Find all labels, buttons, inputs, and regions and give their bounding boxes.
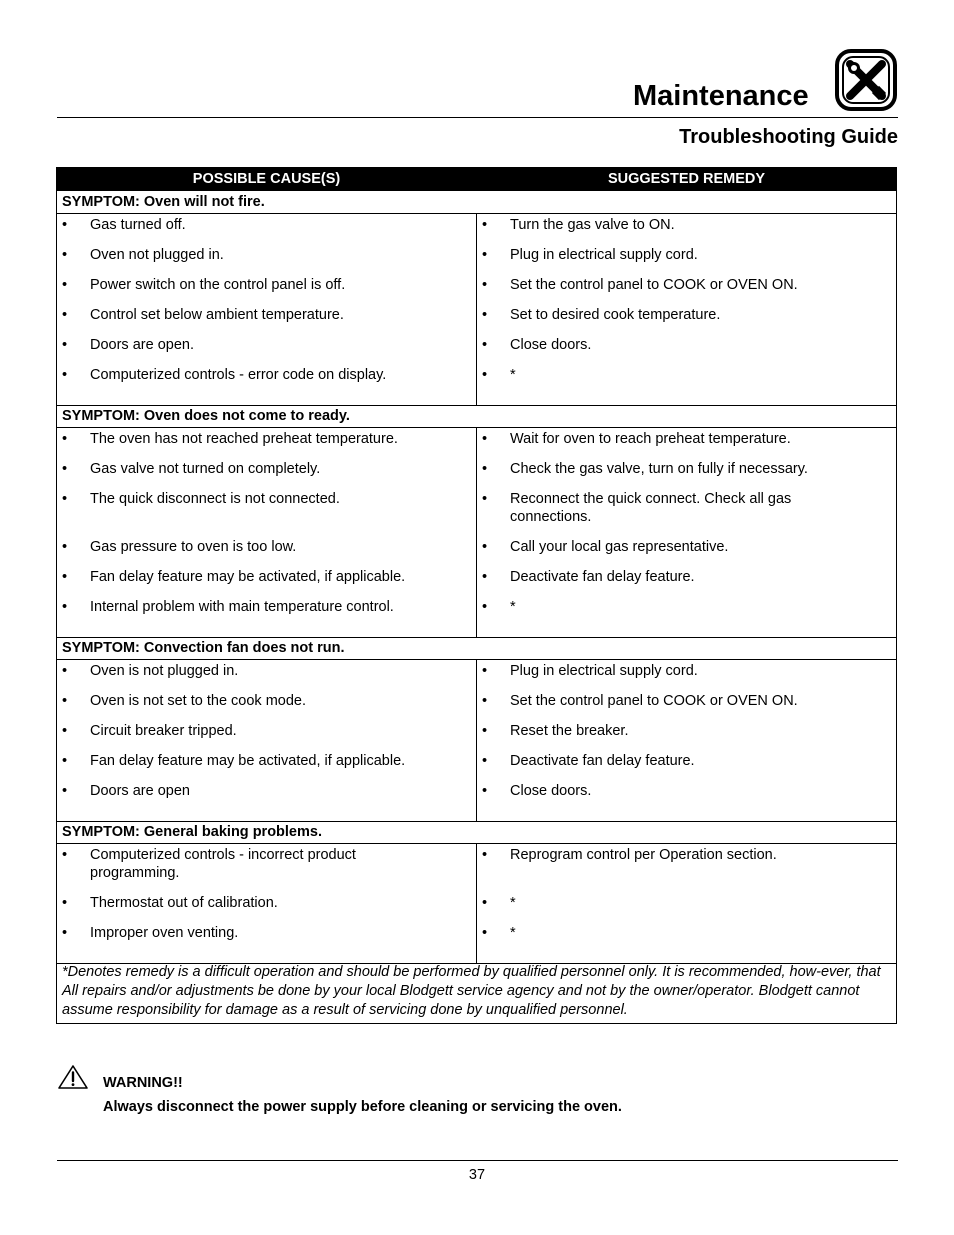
bullet: • xyxy=(482,217,488,233)
bullet: • xyxy=(62,783,68,799)
page-title: Maintenance xyxy=(633,80,809,112)
remedy-item-text: Reset the breaker. xyxy=(510,723,629,739)
cause-item-text: Oven is not set to the cook mode. xyxy=(90,693,307,709)
bullet: • xyxy=(62,723,68,739)
column-divider xyxy=(476,214,477,405)
column-divider xyxy=(476,844,477,963)
bullet: • xyxy=(62,569,68,585)
page-number: 37 xyxy=(468,1167,486,1183)
bullet: • xyxy=(62,663,68,679)
remedy-item-text: * xyxy=(510,895,516,911)
bullet: • xyxy=(62,431,68,447)
bullet: • xyxy=(62,925,68,941)
cause-item-text: Fan delay feature may be activated, if applicable. xyxy=(90,753,406,769)
warning-triangle-icon xyxy=(57,1064,89,1090)
bullet: • xyxy=(482,753,488,769)
cause-item-text: Circuit breaker tripped. xyxy=(90,723,237,739)
remedy-item-text: Set to desired cook temperature. xyxy=(510,307,721,323)
bullet: • xyxy=(482,307,488,323)
column-header-remedy: SUGGESTED REMEDY xyxy=(607,171,766,187)
bullet: • xyxy=(62,753,68,769)
bullet: • xyxy=(482,569,488,585)
cause-item-text: The quick disconnect is not connected. xyxy=(90,491,340,507)
column-divider xyxy=(476,428,477,637)
bullet: • xyxy=(62,307,68,323)
bullet: • xyxy=(482,783,488,799)
symptom-heading: SYMPTOM: General baking problems. xyxy=(57,821,896,844)
bullet: • xyxy=(62,599,68,615)
remedy-item-text: Wait for oven to reach preheat temperature. xyxy=(510,431,791,447)
bullet: • xyxy=(62,461,68,477)
bullet: • xyxy=(62,693,68,709)
cause-item-text: Gas pressure to oven is too low. xyxy=(90,539,297,555)
column-header-causes: POSSIBLE CAUSE(S) xyxy=(192,171,341,187)
remedy-item-text: Turn the gas valve to ON. xyxy=(510,217,675,233)
bullet: • xyxy=(482,539,488,555)
remedy-item-text: Reprogram control per Operation section. xyxy=(510,847,777,863)
wrench-screwdriver-icon xyxy=(834,48,898,112)
bullet: • xyxy=(62,217,68,233)
bullet: • xyxy=(62,367,68,383)
bullet: • xyxy=(482,491,488,507)
bullet: • xyxy=(482,337,488,353)
bullet: • xyxy=(482,277,488,293)
remedy-item-text: Deactivate fan delay feature. xyxy=(510,569,695,585)
bullet: • xyxy=(482,247,488,263)
symptom-heading: SYMPTOM: Oven will not fire. xyxy=(57,191,896,214)
warning-title: WARNING!! xyxy=(103,1075,183,1091)
bullet: • xyxy=(62,337,68,353)
bullet: • xyxy=(482,693,488,709)
remedy-item-text: Plug in electrical supply cord. xyxy=(510,663,698,679)
cause-item-text: Power switch on the control panel is off. xyxy=(90,277,346,293)
bullet: • xyxy=(62,895,68,911)
remedy-item-text: Call your local gas representative. xyxy=(510,539,729,555)
remedy-item-text: Set the control panel to COOK or OVEN ON. xyxy=(510,277,798,293)
troubleshooting-table xyxy=(56,167,897,1024)
cause-item-text: Internal problem with main temperature control. xyxy=(90,599,394,615)
symptom-heading: SYMPTOM: Convection fan does not run. xyxy=(57,637,896,660)
remedy-item-text: Check the gas valve, turn on fully if necessary. xyxy=(510,461,808,477)
cause-item-text: Doors are open xyxy=(90,783,190,799)
bullet: • xyxy=(482,663,488,679)
bullet: • xyxy=(482,895,488,911)
remedy-item-text: Close doors. xyxy=(510,337,592,353)
bullet: • xyxy=(62,847,68,863)
table-header xyxy=(57,168,896,191)
page-subtitle: Troubleshooting Guide xyxy=(679,126,898,148)
header-divider xyxy=(57,117,898,118)
bullet: • xyxy=(482,461,488,477)
remedy-item-text: Plug in electrical supply cord. xyxy=(510,247,698,263)
bullet: • xyxy=(62,539,68,555)
bullet: • xyxy=(482,925,488,941)
remedy-item-text: * xyxy=(510,367,516,383)
cause-item-text: Control set below ambient temperature. xyxy=(90,307,344,323)
symptom-heading: SYMPTOM: Oven does not come to ready. xyxy=(57,405,896,428)
bullet: • xyxy=(482,847,488,863)
cause-item-text: Oven is not plugged in. xyxy=(90,663,239,679)
cause-item-text: Improper oven venting. xyxy=(90,925,239,941)
cause-item-text: Doors are open. xyxy=(90,337,194,353)
cause-item-text: Gas turned off. xyxy=(90,217,186,233)
cause-item-text: Computerized controls - error code on display. xyxy=(90,367,387,383)
cause-item-text: Computerized controls - incorrect product programming. xyxy=(90,847,356,881)
cause-item-text: Gas valve not turned on completely. xyxy=(90,461,321,477)
cause-item-text: The oven has not reached preheat temperature. xyxy=(90,431,398,447)
remedy-item-text: Close doors. xyxy=(510,783,592,799)
bullet: • xyxy=(62,247,68,263)
warning-text: Always disconnect the power supply before cleaning or servicing the oven. xyxy=(103,1099,622,1115)
remedy-item-text: Deactivate fan delay feature. xyxy=(510,753,695,769)
remedy-item-text: Reconnect the quick connect. Check all gas connections. xyxy=(510,491,792,525)
cause-item-text: Fan delay feature may be activated, if applicable. xyxy=(90,569,406,585)
remedy-item-text: * xyxy=(510,925,516,941)
bullet: • xyxy=(62,277,68,293)
footer-divider xyxy=(57,1160,898,1161)
cause-item-text: Oven not plugged in. xyxy=(90,247,224,263)
cause-item-text: Thermostat out of calibration. xyxy=(90,895,278,911)
column-divider xyxy=(476,660,477,821)
bullet: • xyxy=(482,367,488,383)
remedy-item-text: Set the control panel to COOK or OVEN ON. xyxy=(510,693,798,709)
bullet: • xyxy=(482,723,488,739)
bullet: • xyxy=(62,491,68,507)
footnote: *Denotes remedy is a difficult operation and should be performed by qualified personnel only. It is recommended, how-ever, that All repairs and/or adjustments be done by your local Blodgett service agency and not by the owner/operator. Blodgett cannot assume responsibility for damage as a result of servicing done by unqualified personnel. xyxy=(62,964,881,1018)
bullet: • xyxy=(482,431,488,447)
bullet: • xyxy=(482,599,488,615)
remedy-item-text: * xyxy=(510,599,516,615)
